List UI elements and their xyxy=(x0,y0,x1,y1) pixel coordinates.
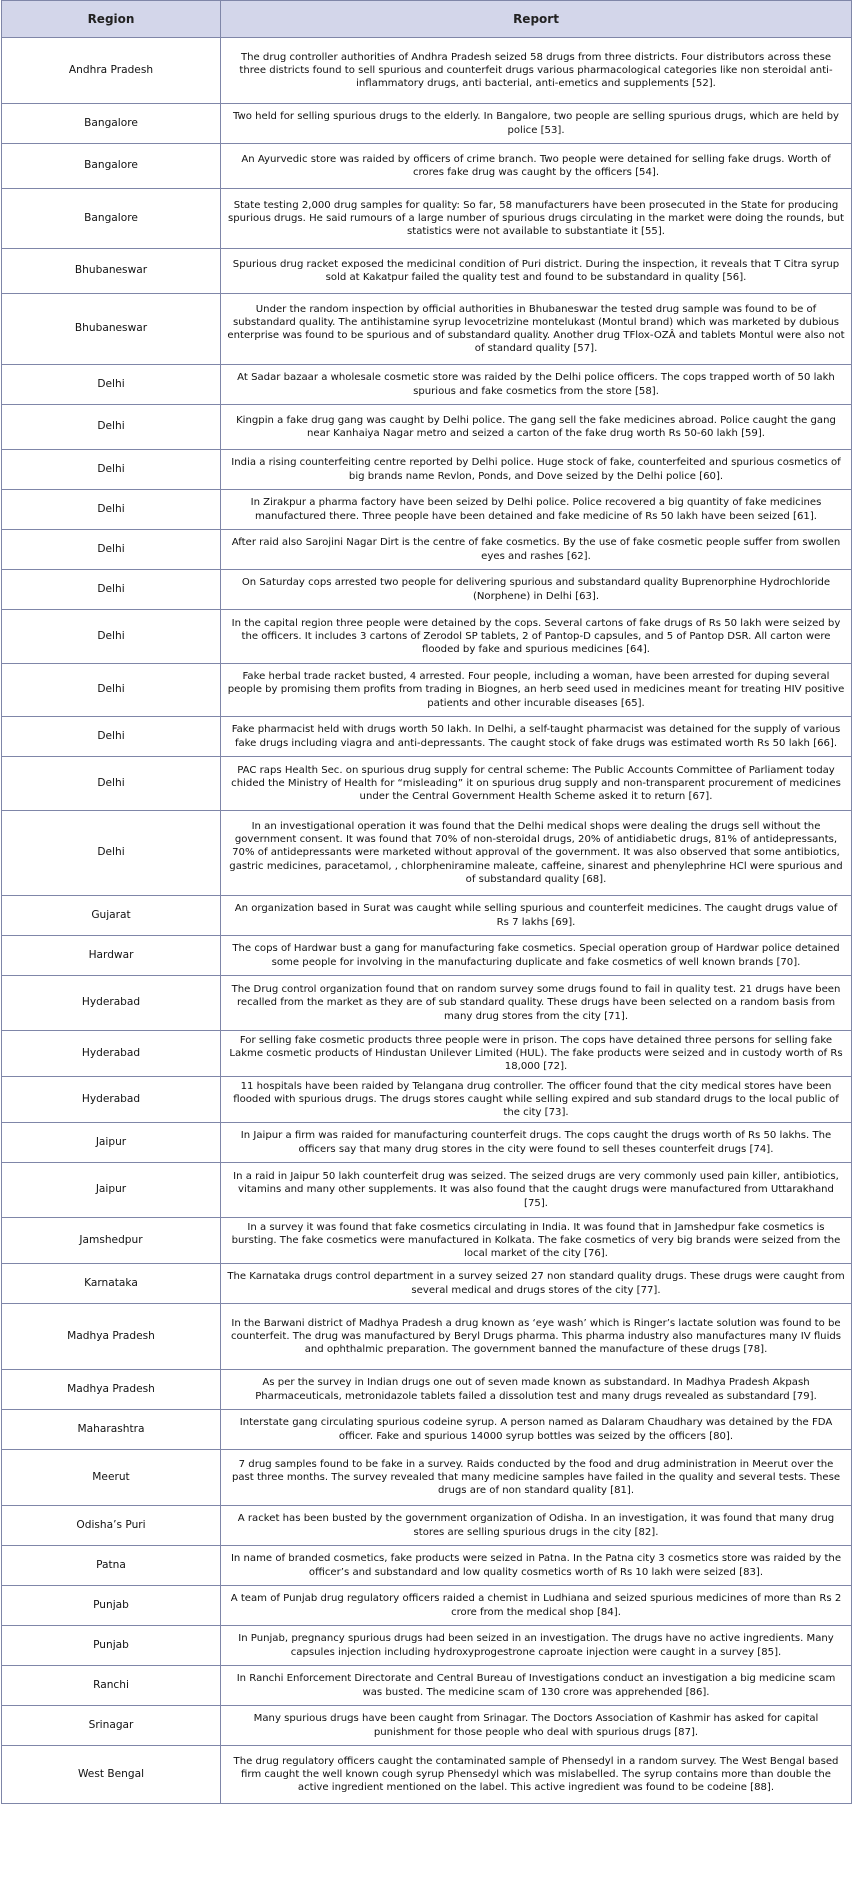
region-cell: Jaipur xyxy=(2,1123,221,1163)
report-cell: 11 hospitals have been raided by Telangana drug controller. The officer found that the city medical stores have been flooded with spurious drugs. The drugs stores caught while selling expired and sub standard drugs to the local public of the city [73]. xyxy=(221,1077,852,1123)
report-cell: For selling fake cosmetic products three people were in prison. The cops have detained three persons for selling fake Lakme cosmetic products of Hindustan Unilever Limited (HUL). The fake products were seized and in custody worth of Rs 18,000 [72]. xyxy=(221,1031,852,1077)
table-row xyxy=(2,1746,852,1804)
report-cell: Two held for selling spurious drugs to the elderly. In Bangalore, two people are selling spurious drugs, which are held by police [53]. xyxy=(221,104,852,144)
table-row xyxy=(2,976,852,1031)
report-cell: In the capital region three people were detained by the cops. Several cartons of fake drugs of Rs 50 lakh were seized by the officers. It includes 3 cartons of Zerodol SP tablets, 2 of Pantop-D capsules, and 5 of Pantop DSR. All carton were flooded by fake and spurious medicines [64]. xyxy=(221,610,852,664)
report-cell: Interstate gang circulating spurious codeine syrup. A person named as Dalaram Chaudhary was detained by the FDA officer. Fake and spurious 14000 syrup bottles was seized by the officers [80]. xyxy=(221,1410,852,1450)
region-cell: Jaipur xyxy=(2,1163,221,1218)
report-cell: Kingpin a fake drug gang was caught by Delhi police. The gang sell the fake medicines abroad. Police caught the gang near Kanhaiya Nagar metro and seized a carton of the fake drug worth Rs 50-60 lakh [59]. xyxy=(221,405,852,450)
region-cell: Delhi xyxy=(2,365,221,405)
table-row xyxy=(2,896,852,936)
table-row xyxy=(2,1370,852,1410)
report-cell: The drug controller authorities of Andhra Pradesh seized 58 drugs from three districts. Four distributors across these three districts found to sell spurious and counterfeit drugs various pharmacological categories like non steroidal anti-inflammatory drugs, anti bacterial, anti-emetics and supplements [52]. xyxy=(221,38,852,104)
table-row xyxy=(2,1123,852,1163)
table-row xyxy=(2,570,852,610)
region-cell: Madhya Pradesh xyxy=(2,1370,221,1410)
region-cell: Delhi xyxy=(2,717,221,757)
table-row xyxy=(2,104,852,144)
table-row xyxy=(2,811,852,896)
table-row xyxy=(2,664,852,717)
table-row xyxy=(2,1586,852,1626)
report-cell: In a raid in Jaipur 50 lakh counterfeit drug was seized. The seized drugs are very commonly used pain killer, antibiotics, vitamins and many other supplements. It was also found that the caught drugs were manufactured from Uttarakhand [75]. xyxy=(221,1163,852,1218)
region-cell: Hyderabad xyxy=(2,1031,221,1077)
report-cell: 7 drug samples found to be fake in a survey. Raids conducted by the food and drug administration in Meerut over the past three months. The survey revealed that many medicine samples have failed in the quality and several tests. These drugs are of non standard quality [81]. xyxy=(221,1450,852,1506)
region-cell: Patna xyxy=(2,1546,221,1586)
region-cell: Odisha’s Puri xyxy=(2,1506,221,1546)
report-cell: In a survey it was found that fake cosmetics circulating in India. It was found that in Jamshedpur fake cosmetics is bursting. The fake cosmetics were manufactured in Kolkata. The fake cosmetics of very big brands were seized from the local market of the city [76]. xyxy=(221,1218,852,1264)
table-row xyxy=(2,1626,852,1666)
region-cell: Karnataka xyxy=(2,1264,221,1304)
table-row xyxy=(2,144,852,189)
report-cell: In an investigational operation it was found that the Delhi medical shops were dealing the drugs sell without the government consent. It was found that 70% of non-steroidal drugs, 20% of antidiabetic drugs, 81% of antidepressants, 70% of antidepressants were marketed without approval of the government. It was also observed that some antibiotics, gastric medicines, paracetamol, , chlorpheniramine maleate, caffeine, sinarest and phenylephrine HCl were spurious and of substandard quality [68]. xyxy=(221,811,852,896)
reports-table xyxy=(1,0,852,1804)
table-row xyxy=(2,1706,852,1746)
report-cell: PAC raps Health Sec. on spurious drug supply for central scheme: The Public Accounts Committee of Parliament today chided the Ministry of Health for “misleading” it on spurious drug supply and non-transparent procurement of medicines under the Central Government Health Scheme asked it to return [67]. xyxy=(221,757,852,811)
table-row xyxy=(2,38,852,104)
report-header: Report xyxy=(221,1,852,38)
report-cell: State testing 2,000 drug samples for quality: So far, 58 manufacturers have been prosecuted in the State for producing spurious drugs. He said rumours of a large number of spurious drugs circulating in the market were doing the rounds, but statistics were not available to substantiate it [55]. xyxy=(221,189,852,249)
report-cell: India a rising counterfeiting centre reported by Delhi police. Huge stock of fake, counterfeited and spurious cosmetics of big brands name Revlon, Ponds, and Dove seized by the Delhi police [60]. xyxy=(221,450,852,490)
region-cell: Punjab xyxy=(2,1626,221,1666)
table-row xyxy=(2,1450,852,1506)
table-row xyxy=(2,936,852,976)
table-row xyxy=(2,405,852,450)
report-cell: A racket has been busted by the government organization of Odisha. In an investigation, it was found that many drug stores are selling spurious drugs in the city [82]. xyxy=(221,1506,852,1546)
region-cell: Hyderabad xyxy=(2,1077,221,1123)
table-row xyxy=(2,1410,852,1450)
report-cell: Fake herbal trade racket busted, 4 arrested. Four people, including a woman, have been arrested for duping several people by promising them profits from trading in Biognes, an herb seed used in medicines meant for treating HIV positive patients and other incurable diseases [65]. xyxy=(221,664,852,717)
table-row xyxy=(2,450,852,490)
region-cell: Delhi xyxy=(2,664,221,717)
table-row xyxy=(2,249,852,294)
table-row xyxy=(2,610,852,664)
region-cell: Gujarat xyxy=(2,896,221,936)
report-cell: Under the random inspection by official authorities in Bhubaneswar the tested drug sample was found to be of substandard quality. The antihistamine syrup levocetrizine montelukast (Montul brand) which was marketed by dubious enterprise was found to be spurious and of substandard quality. Another drug TFlox-OZÂ and tablets Montul were also not of standard quality [57]. xyxy=(221,294,852,365)
region-header: Region xyxy=(2,1,221,38)
report-cell: As per the survey in Indian drugs one out of seven made known as substandard. In Madhya Pradesh Akpash Pharmaceuticals, metronidazole tablets failed a dissolution test and many drugs revealed as substandard [79]. xyxy=(221,1370,852,1410)
table-row xyxy=(2,1077,852,1123)
region-cell: Hardwar xyxy=(2,936,221,976)
region-cell: Delhi xyxy=(2,570,221,610)
region-cell: Jamshedpur xyxy=(2,1218,221,1264)
region-cell: Delhi xyxy=(2,490,221,530)
table-row xyxy=(2,1163,852,1218)
table-row xyxy=(2,294,852,365)
region-cell: Delhi xyxy=(2,811,221,896)
region-cell: Ranchi xyxy=(2,1666,221,1706)
region-cell: Bangalore xyxy=(2,104,221,144)
report-cell: Many spurious drugs have been caught from Srinagar. The Doctors Association of Kashmir has asked for capital punishment for those people who deal with spurious drugs [87]. xyxy=(221,1706,852,1746)
region-cell: Andhra Pradesh xyxy=(2,38,221,104)
region-cell: Hyderabad xyxy=(2,976,221,1031)
region-cell: Delhi xyxy=(2,757,221,811)
report-cell: In name of branded cosmetics, fake products were seized in Patna. In the Patna city 3 cosmetics store was raided by the officer’s and substandard and low quality cosmetics worth of Rs 10 lakh were seized [83]. xyxy=(221,1546,852,1586)
report-cell: A team of Punjab drug regulatory officers raided a chemist in Ludhiana and seized spurious medicines of more than Rs 2 crore from the medical shop [84]. xyxy=(221,1586,852,1626)
report-cell: In Punjab, pregnancy spurious drugs had been seized in an investigation. The drugs have no active ingredients. Many capsules injection including hydroxyprogestrone caproate injection were caught in a survey [85]. xyxy=(221,1626,852,1666)
region-cell: Meerut xyxy=(2,1450,221,1506)
region-cell: Bangalore xyxy=(2,189,221,249)
table-row xyxy=(2,717,852,757)
report-cell: Fake pharmacist held with drugs worth 50 lakh. In Delhi, a self-taught pharmacist was detained for the supply of various fake drugs including viagra and anti-depressants. The caught stock of fake drugs was estimated worth Rs 50 lakh [66]. xyxy=(221,717,852,757)
table-row xyxy=(2,1666,852,1706)
report-cell: The Karnataka drugs control department in a survey seized 27 non standard quality drugs. These drugs were caught from several medical and drugs stores of the city [77]. xyxy=(221,1264,852,1304)
region-cell: West Bengal xyxy=(2,1746,221,1804)
table-row xyxy=(2,1546,852,1586)
table-row xyxy=(2,530,852,570)
table-row xyxy=(2,189,852,249)
region-cell: Srinagar xyxy=(2,1706,221,1746)
region-cell: Bangalore xyxy=(2,144,221,189)
report-cell: In Zirakpur a pharma factory have been seized by Delhi police. Police recovered a big quantity of fake medicines manufactured there. Three people have been detained and fake medicine of Rs 50 lakh have been seized [61]. xyxy=(221,490,852,530)
report-cell: The Drug control organization found that on random survey some drugs found to fail in quality test. 21 drugs have been recalled from the market as they are of sub standard quality. These drugs have been selected on a random basis from many drug stores from the city [71]. xyxy=(221,976,852,1031)
region-cell: Delhi xyxy=(2,405,221,450)
table-row xyxy=(2,1264,852,1304)
table-row xyxy=(2,1031,852,1077)
report-cell: Spurious drug racket exposed the medicinal condition of Puri district. During the inspection, it reveals that T Citra syrup sold at Kakatpur failed the quality test and found to be substandard in quality [56]. xyxy=(221,249,852,294)
report-cell: At Sadar bazaar a wholesale cosmetic store was raided by the Delhi police officers. The cops trapped worth of 50 lakh spurious and fake cosmetics from the store [58]. xyxy=(221,365,852,405)
region-cell: Delhi xyxy=(2,530,221,570)
report-cell: An organization based in Surat was caught while selling spurious and counterfeit medicines. The caught drugs value of Rs 7 lakhs [69]. xyxy=(221,896,852,936)
region-cell: Bhubaneswar xyxy=(2,249,221,294)
region-cell: Delhi xyxy=(2,610,221,664)
region-cell: Punjab xyxy=(2,1586,221,1626)
report-cell: On Saturday cops arrested two people for delivering spurious and substandard quality Buprenorphine Hydrochloride (Norphene) in Delhi [63]. xyxy=(221,570,852,610)
report-cell: The cops of Hardwar bust a gang for manufacturing fake cosmetics. Special operation group of Hardwar police detained some people for involving in the manufacturing duplicate and fake cosmetics of well known brands [70]. xyxy=(221,936,852,976)
table-row xyxy=(2,757,852,811)
report-cell: In Jaipur a firm was raided for manufacturing counterfeit drugs. The cops caught the drugs worth of Rs 50 lakhs. The officers say that many drug stores in the city were found to sell theses counterfeit drugs [74]. xyxy=(221,1123,852,1163)
region-cell: Bhubaneswar xyxy=(2,294,221,365)
report-cell: An Ayurvedic store was raided by officers of crime branch. Two people were detained for selling fake drugs. Worth of crores fake drug was caught by the officers [54]. xyxy=(221,144,852,189)
table-row xyxy=(2,365,852,405)
table-row xyxy=(2,490,852,530)
region-cell: Madhya Pradesh xyxy=(2,1304,221,1370)
table-row xyxy=(2,1218,852,1264)
table-row xyxy=(2,1304,852,1370)
header-row xyxy=(2,1,852,38)
table-row xyxy=(2,1506,852,1546)
report-cell: The drug regulatory officers caught the contaminated sample of Phensedyl in a random survey. The West Bengal based firm caught the well known cough syrup Phensedyl which was mislabelled. The syrup contains more than double the active ingredient mentioned on the label. This active ingredient was found to be codeine [88]. xyxy=(221,1746,852,1804)
report-cell: After raid also Sarojini Nagar Dirt is the centre of fake cosmetics. By the use of fake cosmetic people suffer from swollen eyes and rashes [62]. xyxy=(221,530,852,570)
region-cell: Maharashtra xyxy=(2,1410,221,1450)
report-cell: In Ranchi Enforcement Directorate and Central Bureau of Investigations conduct an investigation a big medicine scam was busted. The medicine scam of 130 crore was apprehended [86]. xyxy=(221,1666,852,1706)
report-cell: In the Barwani district of Madhya Pradesh a drug known as ‘eye wash’ which is Ringer’s lactate solution was found to be counterfeit. The drug was manufactured by Beryl Drugs pharma. This pharma industry also manufactures many IV fluids and ophthalmic preparation. The government banned the manufacture of these drugs [78]. xyxy=(221,1304,852,1370)
region-cell: Delhi xyxy=(2,450,221,490)
